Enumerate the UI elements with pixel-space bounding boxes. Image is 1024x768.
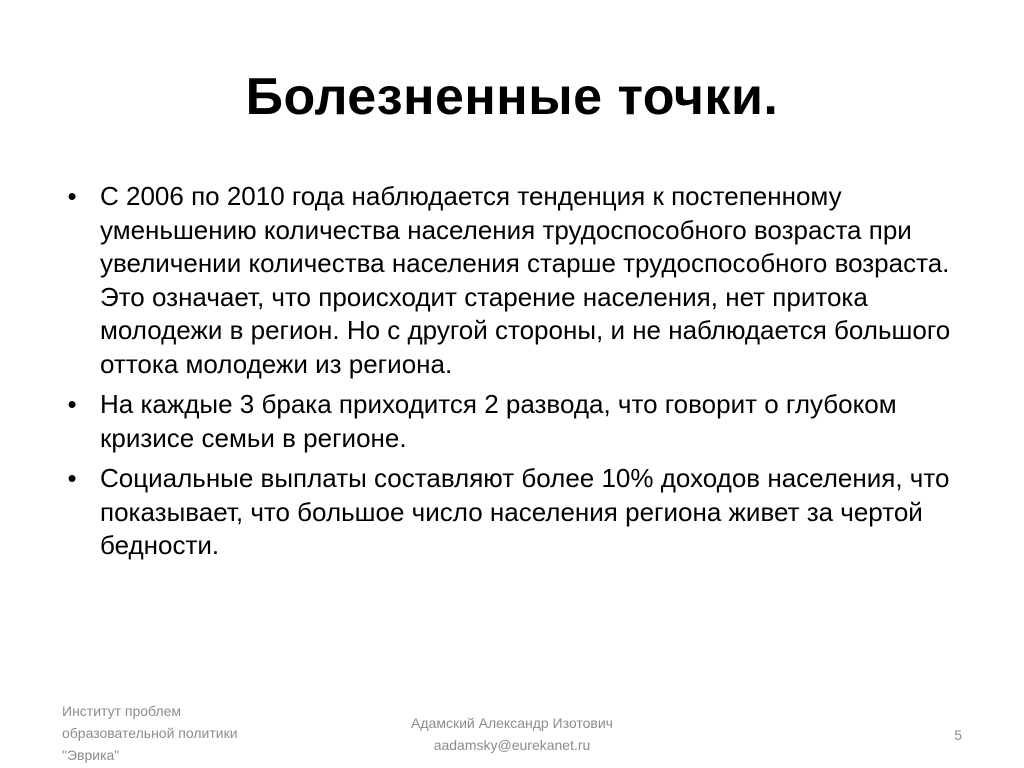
footer-organization-line: Институт проблем bbox=[62, 703, 182, 719]
bullet-icon: • bbox=[67, 389, 77, 419]
page-number: 5 bbox=[954, 727, 962, 743]
footer-organization bbox=[62, 700, 292, 766]
slide-title: Болезненные точки. bbox=[245, 68, 779, 126]
bullet-list bbox=[62, 180, 962, 570]
footer-organization-line: "Эврика" bbox=[62, 747, 120, 763]
footer-organization-line: образовательной политики bbox=[62, 725, 238, 741]
footer-email: aadamsky@eurekanet.ru bbox=[433, 737, 591, 753]
bullet-item bbox=[62, 388, 962, 455]
footer-author-block bbox=[362, 712, 662, 756]
bullet-text: С 2006 по 2010 года наблюдается тенденция к постепенному уменьшению количества населения трудоспособного возраста при увеличении количества населения старше трудоспособного возраста. Это означает, что происходит старение населения, нет притока молодежи в регион. Но с другой стороны, и не наблюдается большого оттока молодежи из региона. bbox=[100, 181, 951, 379]
bullet-text: Социальные выплаты составляют более 10% доходов населения, что показывает, что большое число населения региона живет за чертой бедности. bbox=[100, 463, 950, 560]
footer-author: Адамский Александр Изотович bbox=[411, 715, 613, 731]
bullet-item bbox=[62, 462, 962, 563]
bullet-item bbox=[62, 180, 962, 381]
bullet-icon: • bbox=[67, 463, 77, 493]
bullet-icon: • bbox=[67, 181, 77, 211]
bullet-text: На каждые 3 брака приходится 2 развода, что говорит о глубоком кризисе семьи в регионе. bbox=[100, 389, 897, 453]
